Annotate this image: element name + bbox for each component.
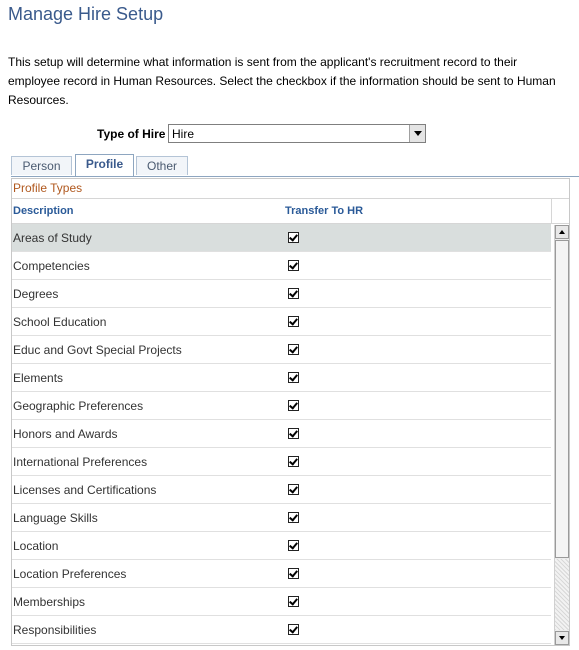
row-description: Elements — [13, 371, 64, 385]
scroll-down-icon[interactable] — [555, 631, 569, 645]
transfer-to-hr-checkbox[interactable] — [288, 372, 299, 383]
transfer-to-hr-checkbox[interactable] — [288, 540, 299, 551]
row-description: Location Preferences — [13, 567, 127, 581]
profile-types-grid — [11, 178, 570, 646]
table-row[interactable] — [12, 532, 551, 560]
row-description: Honors and Awards — [13, 427, 118, 441]
table-row[interactable] — [12, 560, 551, 588]
row-description: International Preferences — [13, 455, 148, 469]
table-row[interactable] — [12, 224, 551, 252]
divider — [12, 198, 569, 199]
column-header-transfer-to-hr[interactable]: Transfer To HR — [285, 205, 364, 217]
table-row[interactable] — [12, 616, 551, 644]
row-description: Geographic Preferences — [13, 399, 144, 413]
table-row[interactable] — [12, 336, 551, 364]
table-row[interactable] — [12, 476, 551, 504]
transfer-to-hr-checkbox[interactable] — [288, 232, 299, 243]
table-row[interactable] — [12, 252, 551, 280]
row-description: School Education — [13, 315, 107, 329]
transfer-to-hr-checkbox[interactable] — [288, 428, 299, 439]
table-row[interactable] — [12, 588, 551, 616]
table-row[interactable] — [12, 308, 551, 336]
table-row[interactable] — [12, 392, 551, 420]
row-description: Competencies — [13, 259, 90, 273]
transfer-to-hr-checkbox[interactable] — [288, 260, 299, 271]
row-description: Location — [13, 539, 59, 553]
table-row[interactable] — [12, 280, 551, 308]
column-header-description[interactable]: Description — [13, 205, 74, 217]
tab-profile[interactable]: Profile — [75, 154, 134, 176]
divider — [551, 199, 552, 224]
grid-title: Profile Types — [13, 181, 83, 195]
tab-other[interactable]: Other — [136, 156, 188, 175]
tab-person[interactable]: Person — [11, 156, 72, 175]
intro-text: This setup will determine what information is sent from the applicant's recruitment record to their employee record in Human Resources. Select the checkbox if the information should be sent to Human Resources. — [8, 55, 556, 107]
transfer-to-hr-checkbox[interactable] — [288, 624, 299, 635]
row-description: Responsibilities — [13, 623, 97, 637]
type-of-hire-value: Hire — [172, 127, 195, 141]
table-row[interactable] — [12, 420, 551, 448]
table-row[interactable] — [12, 364, 551, 392]
transfer-to-hr-checkbox[interactable] — [288, 484, 299, 495]
transfer-to-hr-checkbox[interactable] — [288, 316, 299, 327]
row-description: Educ and Govt Special Projects — [13, 343, 182, 357]
vertical-scrollbar[interactable] — [554, 225, 569, 645]
transfer-to-hr-checkbox[interactable] — [288, 400, 299, 411]
transfer-to-hr-checkbox[interactable] — [288, 456, 299, 467]
row-description: Areas of Study — [13, 231, 92, 245]
scroll-thumb[interactable] — [555, 240, 569, 558]
chevron-down-icon[interactable] — [409, 125, 425, 142]
scroll-track[interactable] — [555, 559, 569, 630]
row-description: Degrees — [13, 287, 59, 301]
row-description: Memberships — [13, 595, 86, 609]
transfer-to-hr-checkbox[interactable] — [288, 568, 299, 579]
grid-rows — [12, 224, 551, 644]
row-description: Language Skills — [13, 511, 98, 525]
transfer-to-hr-checkbox[interactable] — [288, 596, 299, 607]
table-row[interactable] — [12, 504, 551, 532]
table-row[interactable] — [12, 448, 551, 476]
type-of-hire-label: Type of Hire — [97, 127, 166, 141]
transfer-to-hr-checkbox[interactable] — [288, 512, 299, 523]
scroll-up-icon[interactable] — [555, 225, 569, 239]
page-title: Manage Hire Setup — [8, 4, 164, 24]
transfer-to-hr-checkbox[interactable] — [288, 288, 299, 299]
row-description: Licenses and Certifications — [13, 483, 157, 497]
transfer-to-hr-checkbox[interactable] — [288, 344, 299, 355]
type-of-hire-select[interactable] — [168, 124, 426, 143]
tab-divider — [11, 176, 579, 177]
